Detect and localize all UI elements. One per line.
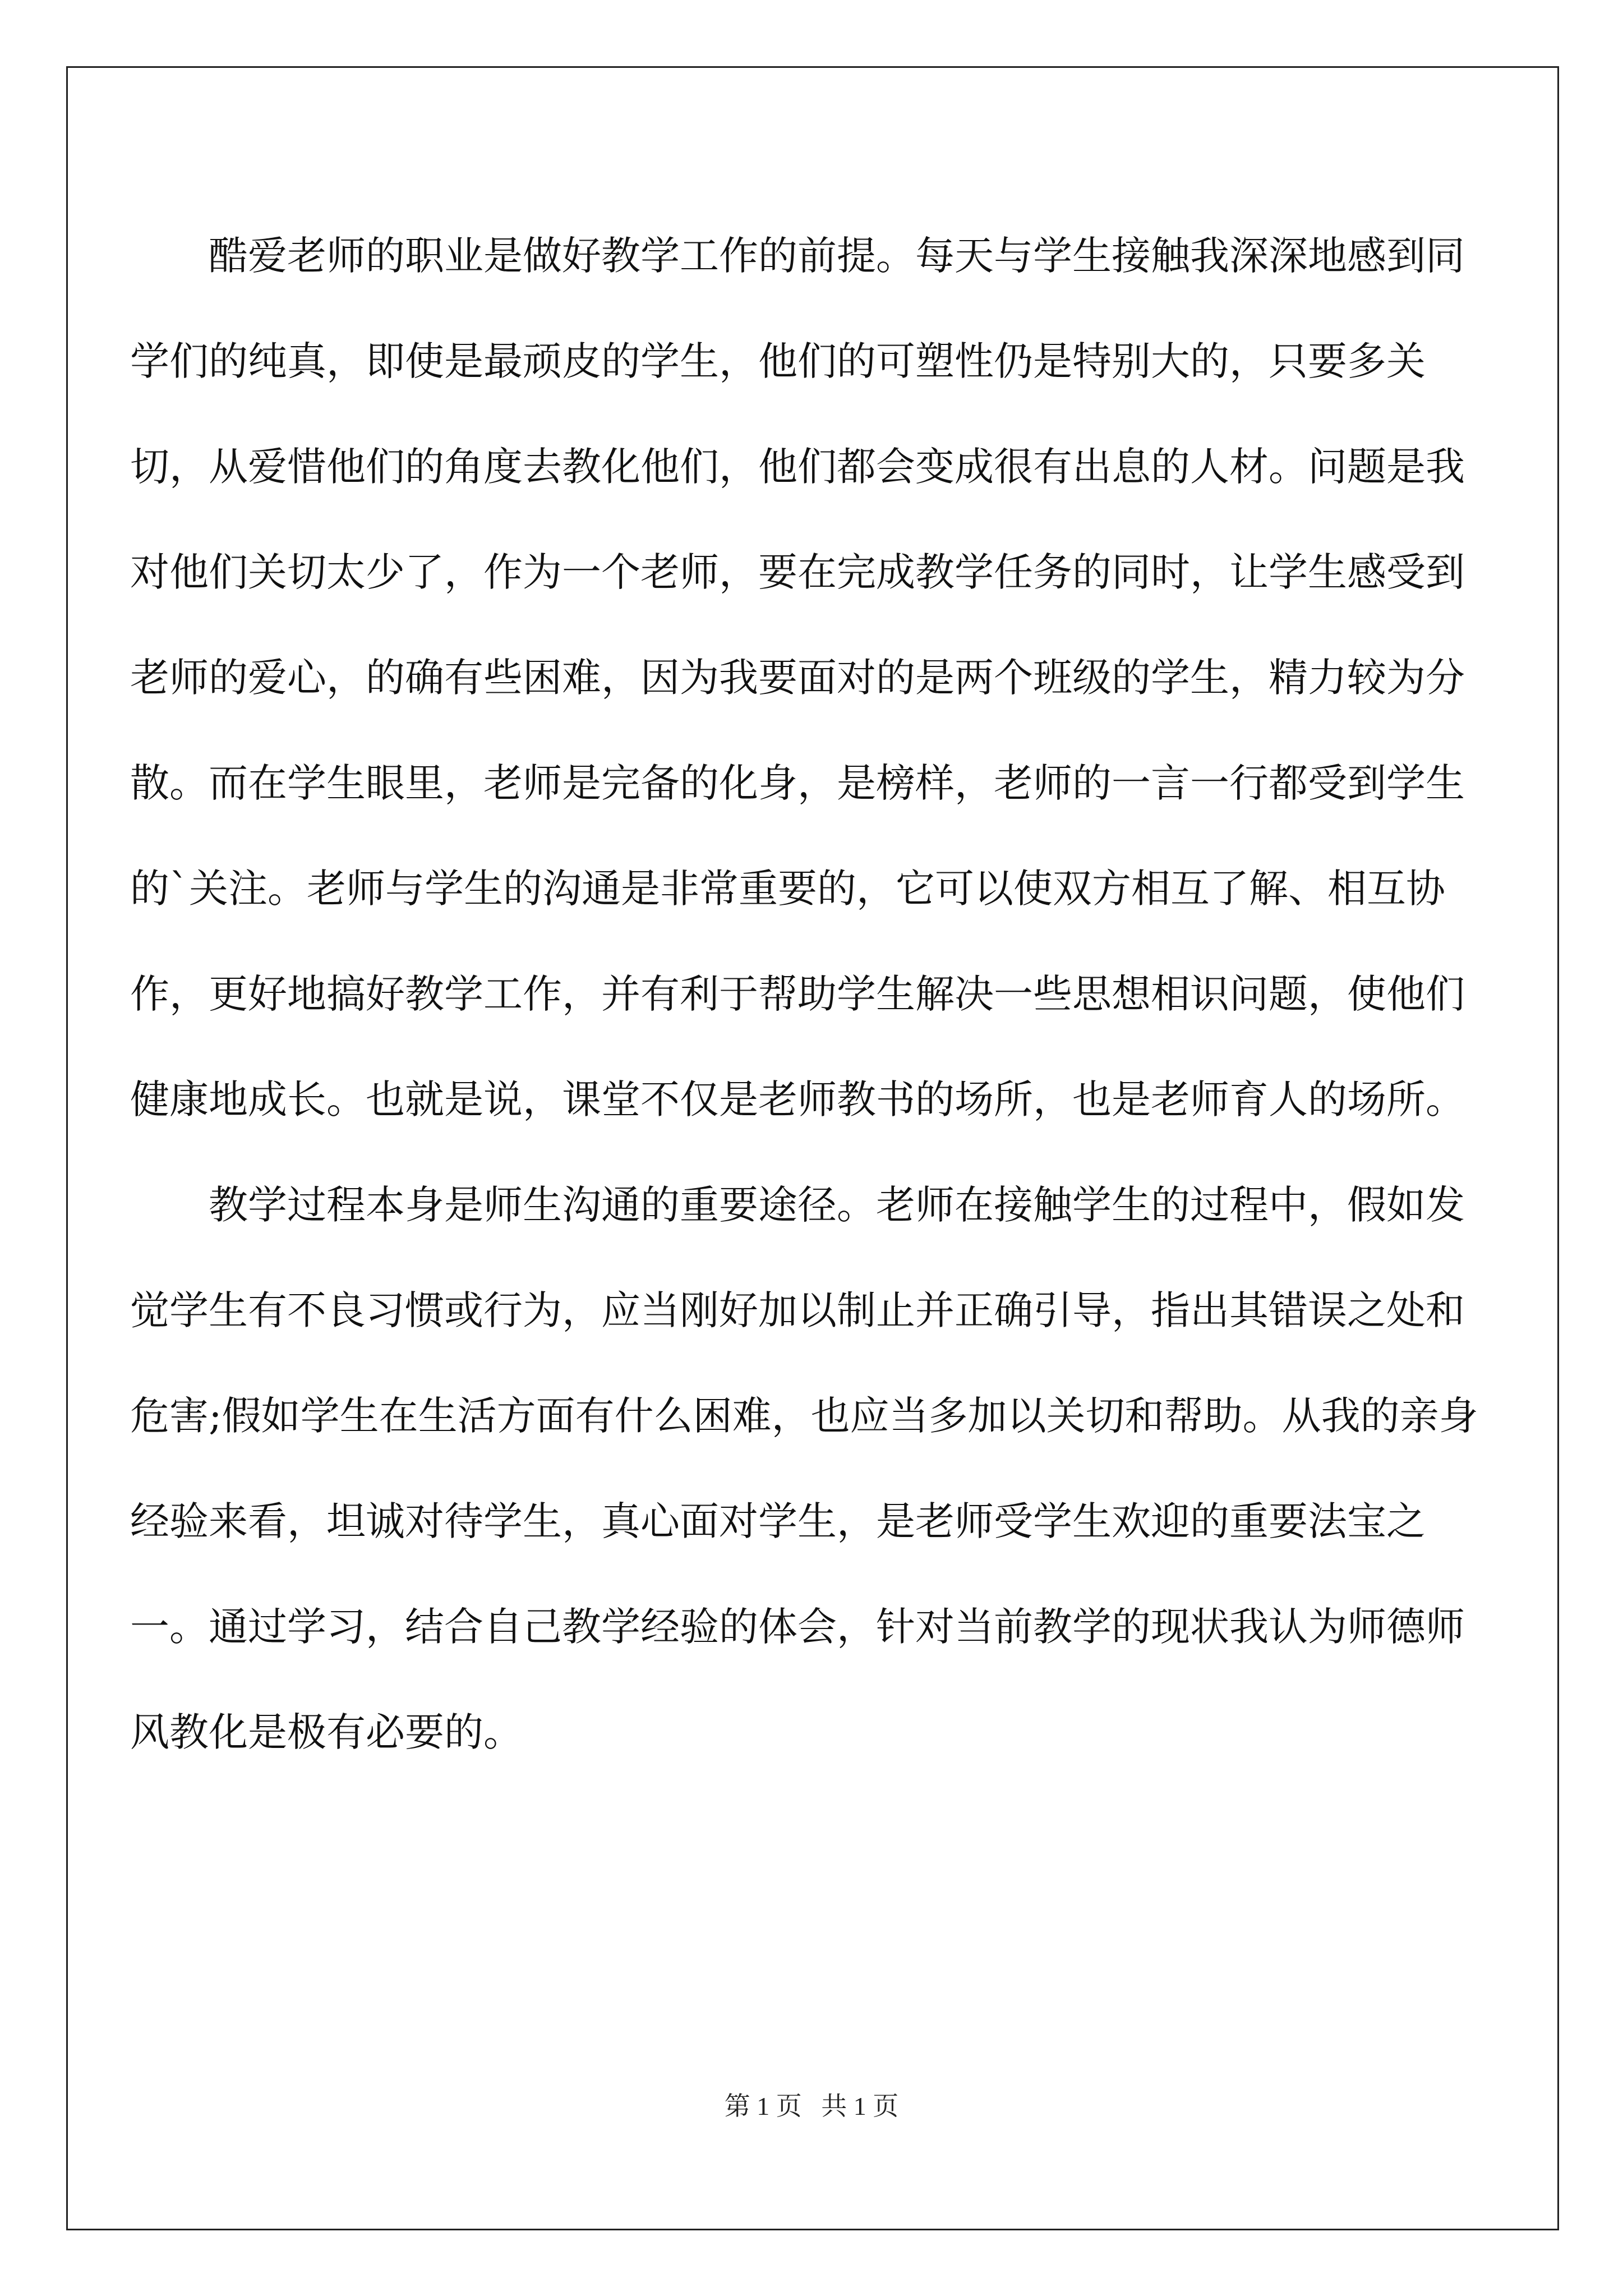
document-body — [130, 203, 1493, 1785]
paragraph-2: 教学过程本身是师生沟通的重要途径。老师在接触学生的过程中，假如发觉学生有不良习惯或行为，应当刚好加以制止并正确引导，指出其错误之处和危害;假如学生在生活方面有什么困难，也应当多加以关切和帮助。从我的亲身经验来看，坦诚对待学生，真心面对学生，是老师受学生欢迎的重要法宝之一。通过学习，结合自己教学经验的体会，针对当前教学的现状我认为师德师风教化是极有必要的。 — [130, 1182, 1478, 1755]
paragraph-1: 酷爱老师的职业是做好教学工作的前提。每天与学生接触我深深地感到同学们的纯真，即使是最顽皮的学生，他们的可塑性仍是特别大的，只要多关切，从爱惜他们的角度去教化他们，他们都会变成很有出息的人材。问题是我对他们关切太少了，作为一个老师，要在完成教学任务的同时，让学生感受到老师的爱心，的确有些困难，因为我要面对的是两个班级的学生，精力较为分散。而在学生眼里，老师是完备的化身，是榜样，老师的一言一行都受到学生的`关注。老师与学生的沟通是非常重要的，它可以使双方相互了解、相互协作，更好地搞好教学工作，并有利于帮助学生解决一些思想相识问题，使他们健康地成长。也就是说，课堂不仅是老师教书的场所，也是老师育人的场所。 — [130, 233, 1465, 1122]
page-number: 第 1 页 共 1 页 — [724, 2092, 899, 2120]
